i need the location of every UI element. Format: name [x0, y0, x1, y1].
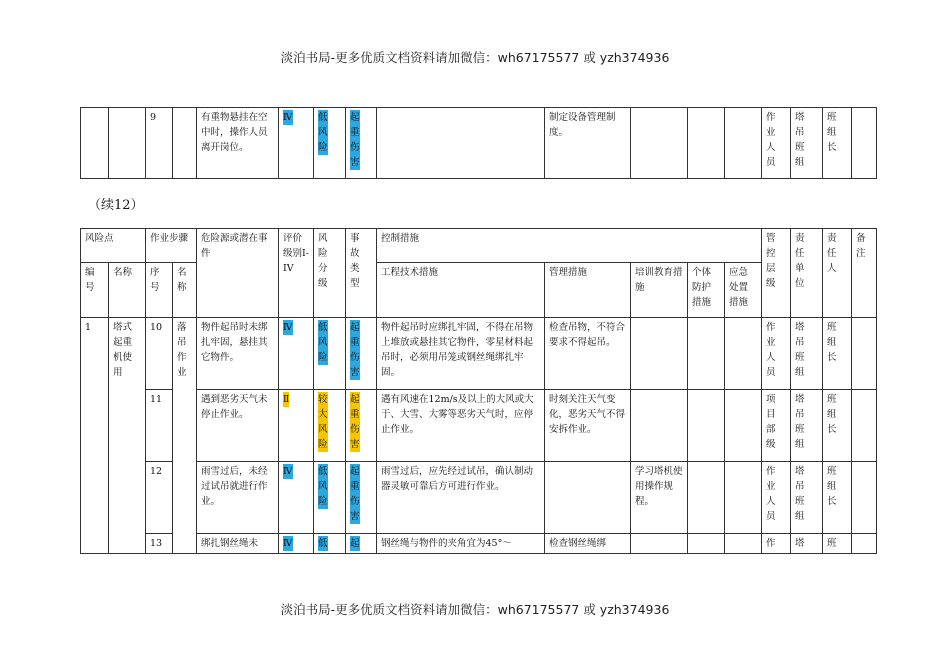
header-eval-level: 评价级别I-IV [279, 229, 314, 318]
header-risk-point: 风险点 [81, 229, 146, 263]
accident-badge: 起 重 伤 害 [350, 112, 360, 168]
training-cell [631, 534, 688, 554]
table-row [81, 462, 877, 534]
header-management: 管理措施 [545, 263, 631, 318]
header-ppe: 个体防护措施 [688, 263, 725, 318]
risk-point-no: 1 [81, 318, 109, 554]
risk-badge: 低 [318, 538, 328, 549]
top-continuation-table [80, 107, 877, 179]
seq-cell: 9 [146, 108, 173, 179]
hazard-cell: 有重物悬挂在空中时，操作人员离开岗位。 [197, 108, 279, 179]
risk-badge: 较 大 风 险 [318, 394, 328, 450]
management-cell: 制定设备管理制度。 [545, 108, 631, 179]
risk-badge: 低 风 险 [318, 466, 328, 507]
unit-cell: 塔 吊 班 组 [795, 394, 805, 450]
engineering-cell: 钢丝绳与物件的夹角宜为45°～ [377, 534, 545, 554]
header-control-level: 管 控 层 级 [766, 233, 776, 289]
step-name-cell: 落 吊 作 业 [177, 322, 187, 378]
engineering-cell: 雨雪过后，应先经过试吊，确认制动器灵敏可靠后方可进行作业。 [377, 462, 545, 534]
person-cell: 班 组 长 [827, 112, 837, 153]
management-cell: 检查钢丝绳绑 [545, 534, 631, 554]
management-cell: 检查吊物，不符合要求不得起吊。 [545, 318, 631, 390]
header-hazard: 危险源或潜在事件 [197, 229, 279, 318]
training-cell [631, 318, 688, 390]
accident-badge: 起 [350, 538, 360, 549]
training-cell: 学习塔机使用操作规程。 [631, 462, 688, 534]
watermark-top: 淡泊书局-更多优质文档资料请加微信：wh67175577 或 yzh374936 [280, 50, 670, 65]
training-cell [631, 390, 688, 462]
header-accident-type: 事 故 类 型 [350, 233, 360, 289]
hazard-cell: 遇到恶劣天气未停止作业。 [197, 390, 279, 462]
level-badge: Ⅳ [283, 322, 293, 333]
accident-badge: 起 重 伤 害 [350, 466, 360, 522]
header-control-measures: 控制措施 [377, 229, 762, 263]
risk-badge: 低 风 险 [318, 112, 328, 153]
management-cell: 时刻关注天气变化，恶劣天气不得安拆作业。 [545, 390, 631, 462]
risk-badge: 低 风 险 [318, 322, 328, 363]
continued-label: （续12） [88, 198, 144, 213]
accident-badge: 起 重 伤 害 [350, 322, 360, 378]
person-cell: 班 组 长 [827, 394, 837, 435]
seq-cell: 10 [146, 318, 173, 390]
seq-cell: 13 [146, 534, 173, 554]
level-badge: Ⅳ [283, 112, 293, 123]
level-badge: Ⅳ [283, 538, 293, 549]
unit-cell: 塔 [795, 538, 805, 549]
control-level-cell: 项 目 部 级 [766, 394, 776, 450]
header-training: 培训教育措施 [631, 263, 688, 318]
control-level-cell: 作 业 人 员 [766, 112, 776, 168]
unit-cell: 塔 吊 班 组 [795, 466, 805, 522]
unit-cell: 塔 吊 班 组 [795, 322, 805, 378]
control-level-cell: 作 业 人 员 [766, 322, 776, 378]
table-row [81, 534, 877, 554]
hazard-cell: 物件起吊时未绑扎牢固，悬挂其它物件。 [197, 318, 279, 390]
risk-control-table [80, 228, 877, 554]
header-emergency: 应急处置措施 [725, 263, 762, 318]
watermark-bottom: 淡泊书局-更多优质文档资料请加微信：wh67175577 或 yzh374936 [280, 602, 670, 617]
seq-cell: 11 [146, 390, 173, 462]
accident-badge: 起 重 伤 害 [350, 394, 360, 450]
hazard-cell: 绑扎钢丝绳未 [197, 534, 279, 554]
table-row [81, 390, 877, 462]
table-row [81, 318, 877, 390]
header-remark: 备 注 [856, 233, 866, 259]
header-resp-person: 责 任 人 [827, 233, 837, 274]
table-row [81, 108, 877, 179]
header-row [81, 229, 877, 263]
header-resp-unit: 责 任 单 位 [795, 233, 805, 289]
header-no: 编 号 [85, 267, 95, 293]
engineering-cell: 物件起吊时应绑扎牢固，不得在吊物上堆放或悬挂其它物件，零星材料起吊时，必须用吊笼或钢丝绳绑扎牢固。 [377, 318, 545, 390]
header-risk-grade: 风 险 分 级 [318, 233, 328, 289]
level-badge: Ⅱ [283, 394, 290, 405]
person-cell: 班 组 长 [827, 466, 837, 507]
header-name: 名称 [109, 263, 146, 318]
header-work-step: 作业步骤 [146, 229, 197, 263]
header-seq: 序 号 [150, 267, 160, 293]
header-step-name: 名 称 [177, 267, 187, 293]
person-cell: 班 [827, 538, 837, 549]
control-level-cell: 作 业 人 员 [766, 466, 776, 522]
control-level-cell: 作 [766, 538, 776, 549]
level-badge: Ⅳ [283, 466, 293, 477]
management-cell [545, 462, 631, 534]
header-engineering: 工程技术措施 [377, 263, 545, 318]
engineering-cell: 遇有风速在12m/s及以上的大风或大于、大雪、大雾等恶劣天气时，应停止作业。 [377, 390, 545, 462]
seq-cell: 12 [146, 462, 173, 534]
unit-cell: 塔 吊 班 组 [795, 112, 805, 168]
risk-point-name: 塔式起重机使用 [109, 318, 146, 554]
person-cell: 班 组 长 [827, 322, 837, 363]
hazard-cell: 雨雪过后，未经过试吊就进行作业。 [197, 462, 279, 534]
